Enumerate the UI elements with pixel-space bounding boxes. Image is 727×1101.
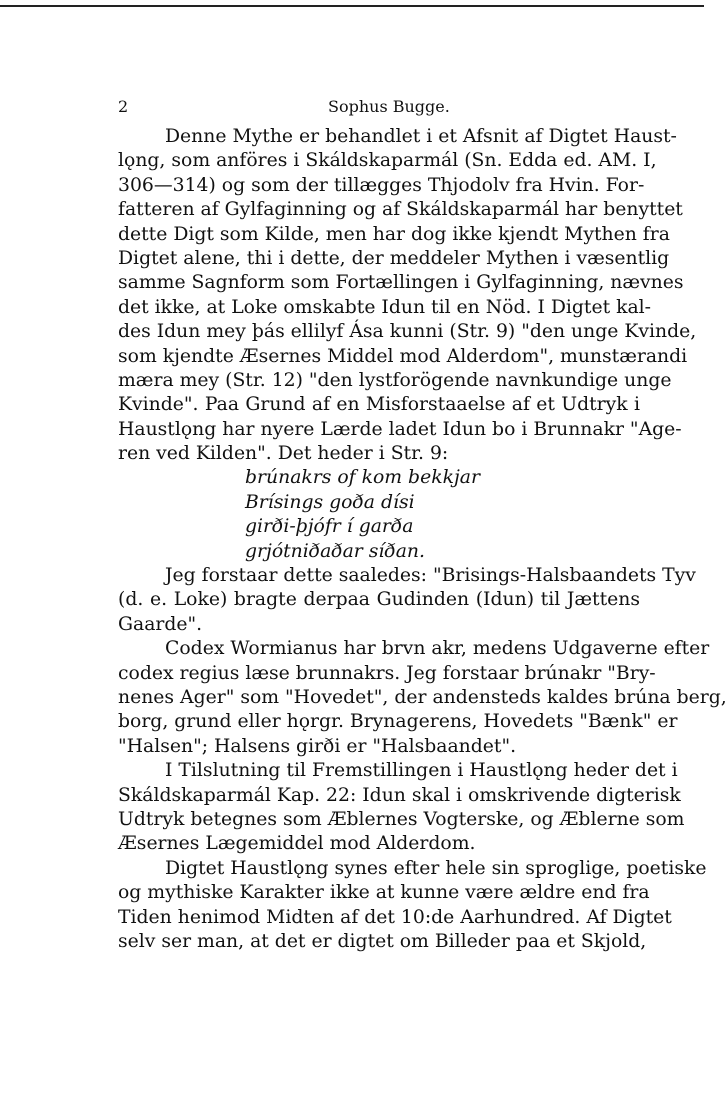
running-header xyxy=(118,97,638,121)
text-line: Udtryk betegnes som Æblernes Vogterske, og Æblerne som xyxy=(118,808,685,830)
verse-line: Brísings goða dísi xyxy=(245,491,415,513)
verse-line: brúnakrs of kom bekkjar xyxy=(245,467,480,489)
text-line: Kvinde". Paa Grund af en Misforstaaelse af et Udtryk i xyxy=(118,394,640,416)
text-line: Skáldskaparmál Kap. 22: Idun skal i omskrivende digterisk xyxy=(118,784,681,806)
text-line: I Tilslutning til Fremstillingen i Haustlǫng heder det i xyxy=(165,760,678,782)
text-line: og mythiske Karakter ikke at kunne være ældre end fra xyxy=(118,882,650,904)
text-line: nenes Ager" som "Hovedet", der andensteds kaldes brúna berg, xyxy=(118,686,727,708)
text-line: Codex Wormianus har brvn akr, medens Udgaverne efter xyxy=(165,638,710,660)
top-rule xyxy=(0,5,704,7)
text-line: Digtet Haustlǫng synes efter hele sin sproglige, poetiske xyxy=(165,857,707,879)
text-line: dette Digt som Kilde, men har dog ikke kjendt Mythen fra xyxy=(118,223,670,245)
text-line: ren ved Kilden". Det heder i Str. 9: xyxy=(118,443,449,465)
text-line: codex regius læse brunnakrs. Jeg forstaar brúnakr "Bry- xyxy=(118,662,656,684)
text-line: Jeg forstaar dette saaledes: "Brisings-Halsbaandets Tyv xyxy=(165,565,696,587)
verse-quote xyxy=(118,466,640,564)
text-line: fatteren af Gylfaginning og af Skáldskaparmál har benyttet xyxy=(118,199,683,221)
text-line: borg, grund eller hǫrgr. Brynagerens, Hovedets "Bænk" er xyxy=(118,711,678,733)
text-line: Æsernes Lægemiddel mod Alderdom. xyxy=(118,833,476,855)
text-line: samme Sagnform som Fortællingen i Gylfaginning, nævnes xyxy=(118,272,684,294)
paragraph xyxy=(118,637,727,759)
running-head: Sophus Bugge. xyxy=(328,97,450,116)
text-line: Digtet alene, thi i dette, der meddeler Mythen i væsentlig xyxy=(118,247,670,269)
verse-line: girði-þjófr í garða xyxy=(245,516,414,538)
text-line: des Idun mey þás ellilyf Ása kunni (Str. 9) "den unge Kvinde, xyxy=(118,321,697,343)
text-line: Haustlǫng har nyere Lærde ladet Idun bo i Brunnakr "Age- xyxy=(118,418,682,440)
verse-line: grjótniðaðar síðan. xyxy=(245,540,425,562)
paragraph xyxy=(118,857,707,955)
paragraph xyxy=(118,564,696,637)
text-line: "Halsen"; Halsens girði er "Halsbaandet". xyxy=(118,735,517,757)
text-line: det ikke, at Loke omskabte Idun til en Nöd. I Digtet kal- xyxy=(118,296,652,318)
text-line: lǫng, som anföres i Skáldskaparmál (Sn. Edda ed. AM. I, xyxy=(118,150,657,172)
text-line: som kjendte Æsernes Middel mod Alderdom", munstærandi xyxy=(118,345,688,367)
page-number: 2 xyxy=(118,97,129,116)
text-line: Tiden henimod Midten af det 10:de Aarhundred. Af Digtet xyxy=(118,906,672,928)
text-line: Denne Mythe er behandlet i et Afsnit af Digtet Haust- xyxy=(165,126,677,147)
text-line: (d. e. Loke) bragte derpaa Gudinden (Idun) til Jættens xyxy=(118,589,640,611)
paragraph xyxy=(118,759,685,857)
text-line: 306—314) og som der tillægges Thjodolv fra Hvin. For- xyxy=(118,174,645,196)
text-line: Gaarde". xyxy=(118,613,203,635)
text-line: mæra mey (Str. 12) "den lystforögende navnkundige unge xyxy=(118,369,672,391)
paragraph xyxy=(118,125,697,466)
page-body xyxy=(118,125,727,954)
text-line: selv ser man, at det er digtet om Billeder paa et Skjold, xyxy=(118,930,647,952)
